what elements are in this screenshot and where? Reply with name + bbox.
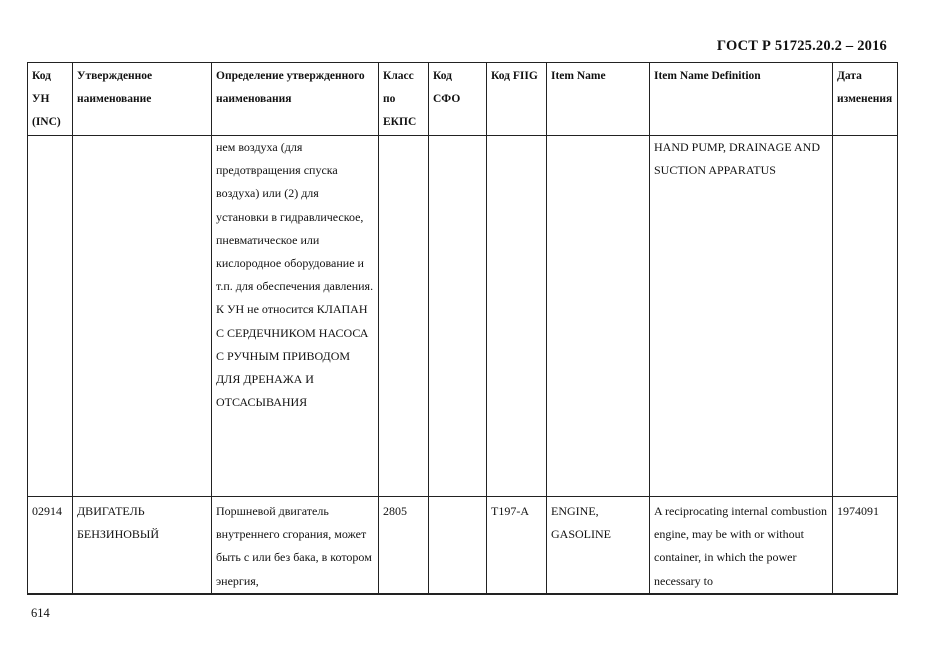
page-number: 614 [31,606,50,620]
cell-fiig: T197-A [487,497,547,594]
cell-date [833,136,898,497]
cell-inc: 02914 [28,497,73,594]
inc-table [27,62,898,595]
cell-item-name: ENGINE, GASOLINE [547,497,650,594]
col-header-item-name: Item Name [547,63,650,136]
cell-definition: нем воздуха (для предотвращения спуска воздуха) или (2) для установки в гидравлическое, пневматическое или кислородное оборудование и т.п. для обеспечения давления. К УН не относится КЛАПАН С СЕРДЕЧНИКОМ НАСОСА С РУЧНЫМ ПРИВОДОМ ДЛЯ ДРЕНАЖА И ОТСАСЫВАНИЯ [212,136,379,497]
table-row [28,497,898,594]
cell-name [73,136,212,497]
document-title: ГОСТ Р 51725.20.2 – 2016 [716,38,887,54]
cell-name: ДВИГАТЕЛЬ БЕНЗИНОВЫЙ [73,497,212,594]
col-header-item-name-definition: Item Name Definition [650,63,833,136]
col-header-inc: Код УН (INC) [28,63,73,136]
col-header-definition: Определение утвержденного наименования [212,63,379,136]
cell-inc [28,136,73,497]
col-header-date: Дата изменения [833,63,898,136]
col-header-fiig: Код FIIG [487,63,547,136]
cell-item-definition: HAND PUMP, DRAINAGE AND SUCTION APPARATUS [650,136,833,497]
cell-item-definition: A reciprocating internal combustion engine, may be with or without container, in which the power necessary to [650,497,833,594]
table-header-row [28,63,898,136]
col-header-class: Класс по ЕКПС [379,63,429,136]
col-header-approved-name: Утвержденное наименование [73,63,212,136]
cell-definition: Поршневой двигатель внутреннего сгорания, может быть с или без бака, в котором энергия, [212,497,379,594]
cell-sfo [429,136,487,497]
cell-item-name [547,136,650,497]
cell-date: 1974091 [833,497,898,594]
cell-class: 2805 [379,497,429,594]
table-row [28,136,898,497]
cell-fiig [487,136,547,497]
cell-class [379,136,429,497]
col-header-sfo: Код СФО [429,63,487,136]
cell-sfo [429,497,487,594]
